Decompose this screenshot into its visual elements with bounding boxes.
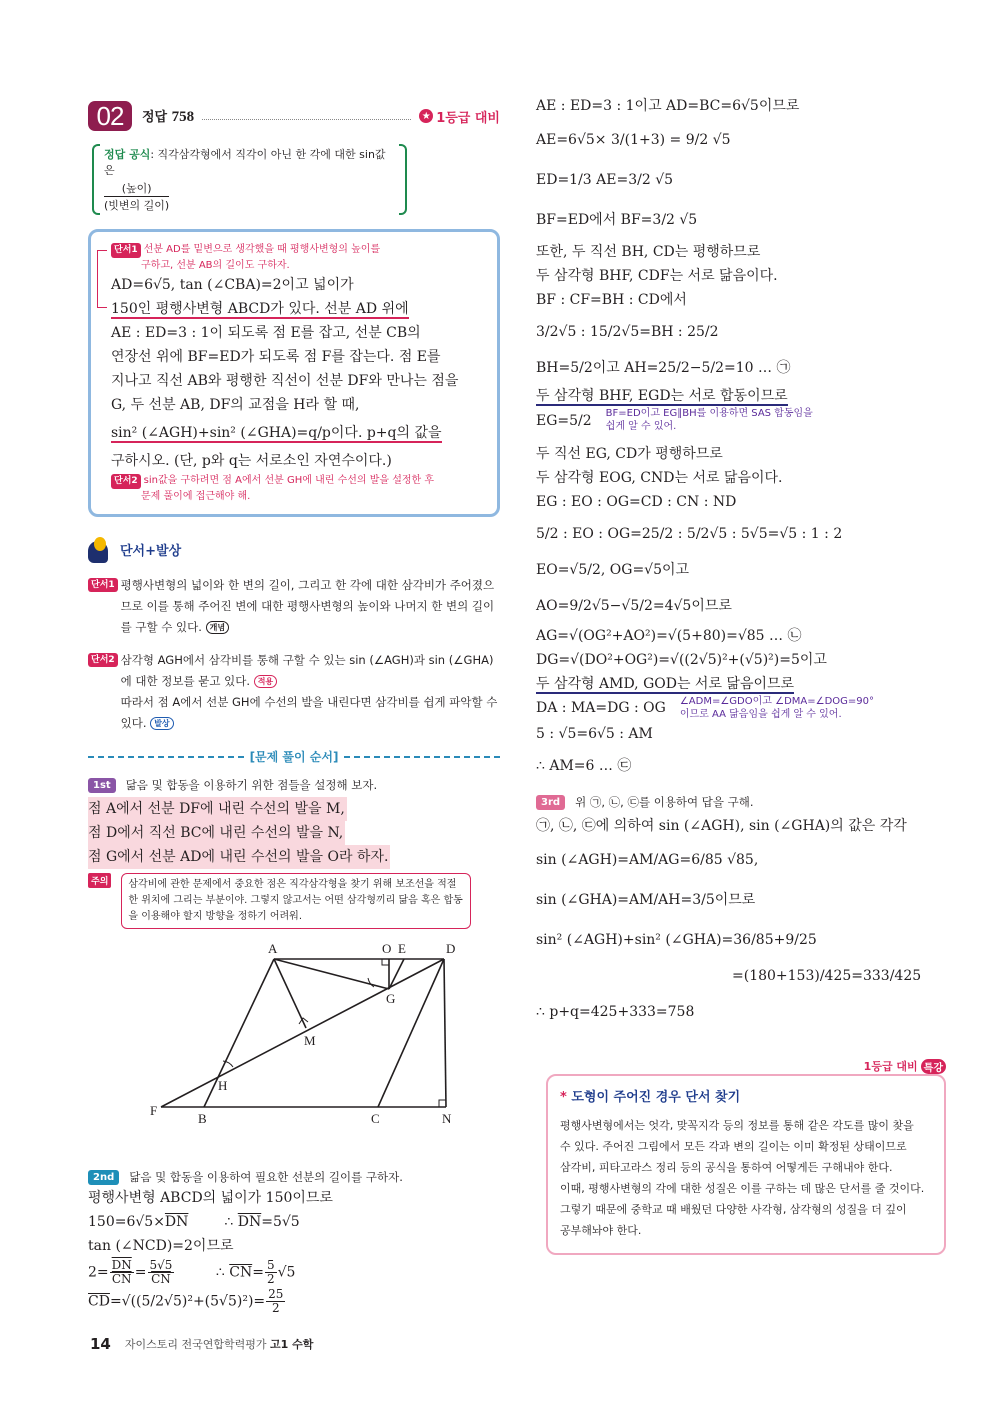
solution-line: 두 직선 EG, CD가 평행하므로: [536, 446, 723, 462]
special-badge: 1등급 대비 특강: [864, 1058, 946, 1074]
step-3-line: ㉠, ㉡, ㉢에 의하여 sin (∠AGH), sin (∠GHA)의 값은 각각: [536, 818, 907, 834]
step-3-line: sin² (∠AGH)+sin² (∠GHA)=36/85+9/25: [536, 932, 817, 948]
answer-formula-box: [92, 144, 407, 215]
solution-line: 두 삼각형 AMD, GOD는 서로 닮음이므로: [536, 676, 795, 692]
step-3-line: ∴ p+q=425+333=758: [536, 1004, 695, 1020]
problem-line-5: 지나고 직선 AB와 평행한 직선이 선분 DF와 만나는 점을: [111, 373, 459, 389]
label-n: N: [442, 1111, 452, 1126]
hint1-tag: 단서1: [111, 243, 141, 258]
hint2-note: 단서2 sin값을 구하려면 점 A에서 선분 GH에 내린 수선의 발을 설정한 후 문제 풀이에 접근해야 해.: [111, 473, 485, 504]
apply-pill: 적용: [254, 675, 277, 688]
right-column: [536, 93, 948, 1023]
hint1-note: 단서1 선분 AD를 밑변으로 생각했을 때 평행사변형의 높이를 구하고, 선분 AB의 길이도 구하자.: [111, 242, 485, 273]
solution-line: AE : ED=3 : 1이고 AD=BC=6√5이므로: [536, 98, 800, 114]
sas-note: BF=ED이고 EG∥BH를 이용하면 SAS 합동임을 쉽게 알 수 있어.: [605, 408, 813, 432]
concept-pill: 개념: [206, 621, 229, 634]
problem-line-2: 150인 평행사변형 ABCD가 있다. 선분 AD 위에: [111, 301, 409, 317]
solution-line: 3/2√5 : 15/2√5=BH : 25/2: [536, 324, 719, 340]
left-column: [88, 100, 500, 1315]
problem-line-7: sin² (∠AGH)+sin² (∠GHA)=q/p이다. p+q의 값을: [111, 425, 442, 441]
dotted-leader: [202, 119, 411, 120]
special-title: * 도형이 주어진 경우 단서 찾기: [560, 1090, 741, 1105]
label-g: G: [386, 991, 396, 1006]
label-b: B: [198, 1111, 207, 1126]
step-3-line: =(180+153)/425=333/425: [732, 968, 922, 984]
solution-line: ∴ AM=6 … ㉢: [536, 758, 632, 774]
hint-section: [88, 535, 500, 734]
formula-label: 정답 공식: [104, 148, 151, 161]
geometry-diagram: [136, 935, 476, 1135]
page-footer: [90, 1335, 313, 1353]
idea-pill: 발상: [150, 717, 173, 730]
solution-line: 또한, 두 직선 BH, CD는 평행하므로: [536, 244, 761, 260]
problem-line-6: G, 두 선분 AB, DF의 교점을 H라 할 때,: [111, 397, 360, 413]
hint2-tag: 단서2: [111, 474, 141, 489]
solution-line: AG=√(OG²+AO²)=√(5+80)=√85 … ㉡: [536, 628, 802, 644]
special-box: [546, 1074, 946, 1255]
label-o: O: [382, 941, 392, 956]
step-3-tag: 3rd: [536, 795, 565, 810]
problem-line-8: 구하시오. (단, p와 q는 서로소인 자연수이다.): [111, 453, 392, 469]
solution-line: EO=√5/2, OG=√5이고: [536, 562, 690, 578]
da-ma-line: DA : MA=DG : OG ∠ADM=∠GDO이고 ∠DMA=∠DOG=90° 이므로 AA 닮음임을 쉽게 알 수 있어.: [536, 696, 875, 720]
solution-order-divider: [문제 풀이 순서]: [88, 748, 500, 765]
step-3: 3rd 위 ㉠, ㉡, ㉢를 이용하여 답을 구해.: [536, 791, 948, 813]
label-h: H: [218, 1078, 228, 1093]
lightbulb-head-icon: [88, 535, 112, 563]
asterisk-icon: *: [560, 1090, 567, 1105]
solution-line: AE=6√5× 3/(1+3) = 9/2 √5: [536, 132, 731, 148]
hint-section-title: 단서+발상: [88, 535, 500, 563]
step-1-highlight: 점 A에서 선분 DF에 내린 수선의 발을 M, 점 D에서 직선 BC에 내린 수선의 발을 N, 점 G에서 선분 AD에 내린 수선의 발을 O라 하자.: [88, 797, 500, 869]
hint-item-2: 단서2 삼각형 AGH에서 삼각비를 통해 구할 수 있는 sin (∠AGH)과 sin (∠GHA)에 대한 정보를 묻고 있다. 적용 따라서 점 A에서 선분 GH에 수선의 발을 내린다면 삼각비를 쉽게 파악할 수 있다. 발상: [88, 650, 500, 734]
step-1: 1st 닮음 및 합동을 이용하기 위한 점들을 설정해 보자.: [88, 777, 500, 793]
page-number: 14: [90, 1335, 111, 1353]
star-icon: ★: [419, 109, 433, 123]
step-3-line: sin (∠GHA)=AM/AH=3/5이므로: [536, 892, 756, 908]
step-2-tag: 2nd: [88, 1170, 119, 1185]
label-d: D: [446, 941, 456, 956]
label-e: E: [398, 941, 406, 956]
solution-line: 두 삼각형 BHF, EGD는 서로 합동이므로: [536, 388, 788, 404]
step-2-math: 평행사변형 ABCD의 넓이가 150이므로 $150=6√5\times\overline{DN}$ ∴ $\overline{DN}=5√5$ tan (∠NCD)=2이므로 2= $\frac{\overline{DN}}{CN}$ = $\frac{5√5}{CN}$ ∴ $\overline{CN}=$ $\frac{5}{2}$ √5 $\overline{CD}=√((5/2√5)^2+(5√5)^2)=$ $\frac{25}{2}$: [88, 1190, 333, 1315]
step-3-line: sin (∠AGH)=AM/AG=6/85 √85,: [536, 852, 759, 868]
solution-line: BF=ED에서 BF=3/2 √5: [536, 212, 698, 228]
eg-line: EG=5/2 BF=ED이고 EG∥BH를 이용하면 SAS 합동임을 쉽게 알 수 있어.: [536, 408, 813, 432]
problem-line-3: AE : ED=3 : 1이 되도록 점 E를 잡고, 선분 CB의: [111, 325, 421, 341]
question-number-badge: 02: [88, 101, 132, 131]
solution-line: ED=1/3 AE=3/2 √5: [536, 172, 674, 188]
solution-line: 두 삼각형 BHF, CDF는 서로 닮음이다.: [536, 268, 778, 284]
step-2: 2nd 닮음 및 합동을 이용하여 필요한 선분의 길이를 구하자.: [88, 1169, 500, 1185]
label-a: A: [268, 941, 278, 956]
level-badge: ★ 1등급 대비: [419, 107, 500, 126]
hint-item-1: 단서1 평행사변형의 넓이와 한 변의 길이, 그리고 한 각에 대한 삼각비가 주어졌으므로 이를 통해 주어진 변에 대한 평행사변형의 높이와 나머지 한 변의 길이를 구할 수 있다. 개념: [88, 575, 500, 638]
problem-line-1: AD=6√5, tan (∠CBA)=2이고 넓이가: [111, 277, 354, 293]
book-title: 자이스토리 전국연합학력평가 고1 수학: [124, 1338, 314, 1351]
problem-box: [88, 229, 500, 517]
caution-tag: 주의: [88, 873, 111, 888]
solution-line: 5/2 : EO : OG=25/2 : 5/2√5 : 5√5=√5 : 1 : 2: [536, 526, 843, 542]
solution-line: BF : CF=BH : CD에서: [536, 292, 687, 308]
formula-text: : 직각삼각형에서 직각이 아닌 한 각에 대한 sin값은: [104, 148, 386, 177]
hint-connector: [97, 250, 107, 308]
solution-line: EG : EO : OG=CD : CN : ND: [536, 494, 737, 510]
answer-value: 758: [171, 109, 195, 125]
solution-line: 5 : √5=6√5 : AM: [536, 726, 653, 742]
solution-line: AO=9/2√5−√5/2=4√5이므로: [536, 598, 732, 614]
label-f: F: [150, 1103, 158, 1118]
step-1-tag: 1st: [88, 778, 116, 793]
caution-note: 주의 삼각비에 관한 문제에서 중요한 점은 직각삼각형을 찾기 위해 보조선을 적절한 위치에 그리는 부분이야. 그렇지 않고서는 어떤 삼각형끼리 닮음 혹은 합동을 이용해야 할지 방향을 정하기 어려워.: [88, 873, 500, 929]
aa-note: ∠ADM=∠GDO이고 ∠DMA=∠DOG=90° 이므로 AA 닮음임을 쉽게 알 수 있어.: [679, 696, 875, 720]
solution-line: 두 삼각형 EOG, CND는 서로 닮음이다.: [536, 470, 783, 486]
answer-label: 정답 758: [142, 109, 195, 125]
label-c: C: [371, 1111, 380, 1126]
solution-line: BH=5/2이고 AH=25/2−5/2=10 … ㉠: [536, 360, 791, 376]
special-body: 평행사변형에서는 엇각, 맞꼭지각 등의 정보를 통해 같은 각도를 많이 찾을 수 있다. 주어진 그림에서 모든 각과 변의 길이는 이미 확정된 상태이므로 삼각비, 피타고라스 정리 등의 공식을 통하여 어떻게든 구해내야 한다. 이때, 평행사변형의 각에 대한 성질은 이를 구하는 데 많은 단서를 줄 것이다. 그렇기 때문에 중학교 때 배웠던 다양한 사각형, 삼각형의 성질을 더 깊이 공부해놔야 한다.: [560, 1119, 925, 1237]
special-lecture: [546, 1058, 946, 1255]
label-m: M: [304, 1033, 316, 1048]
formula-fraction: $\frac{\text{(높이)}}{\text{(빗변의 길이)}}$: [104, 182, 170, 212]
solution-line: DG=√(DO²+OG²)=√((2√5)²+(√5)²)=5이고: [536, 652, 827, 668]
problem-line-4: 연장선 위에 BF=ED가 되도록 점 F를 잡는다. 점 E를: [111, 349, 441, 365]
question-header: [88, 100, 500, 132]
